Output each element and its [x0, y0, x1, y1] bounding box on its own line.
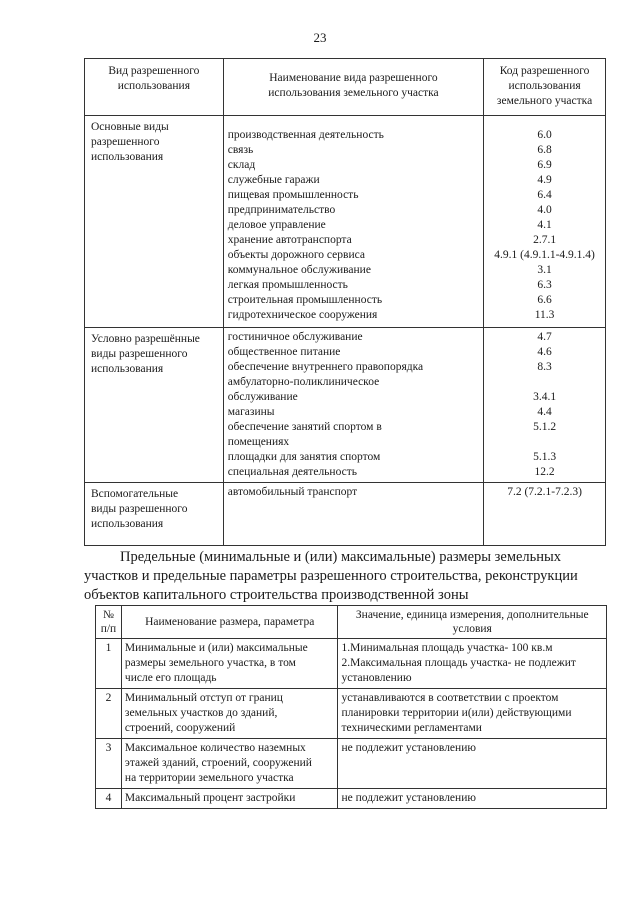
table-header-row — [96, 606, 607, 639]
header-value: Значение, единица измерения, дополнительные условия — [338, 606, 607, 639]
use-names-auxiliary: автомобильный транспорт — [223, 483, 483, 546]
use-type-conditional: Условно разрешённые виды разрешенного использования — [85, 328, 224, 483]
table-row — [96, 689, 607, 739]
use-codes-conditional: 4.7 4.6 8.3 3.4.1 4.4 5.1.2 5.1.3 12.2 — [484, 328, 606, 483]
table-header-row — [85, 59, 606, 116]
use-type-auxiliary: Вспомогательные виды разрешенного использования — [85, 483, 224, 546]
table-row — [96, 639, 607, 689]
table-row — [85, 116, 606, 328]
header-use-type: Вид разрешенного использования — [85, 59, 224, 116]
use-names-basic: производственная деятельность связь склад служебные гаражи пищевая промышленность предпринимательство деловое управление хранение автотранспорта объекты дорожного сервиса коммунальное обслуживание легкая промышленность строительная промышленность гидротехническое сооружения — [223, 116, 483, 328]
row-number: 4 — [96, 789, 122, 809]
param-cell: Минимальный отступ от границ земельных участков до зданий, строений, сооружений — [121, 689, 338, 739]
table-row — [96, 789, 607, 809]
header-param: Наименование размера, параметра — [121, 606, 338, 639]
header-use-name: Наименование вида разрешенного использования земельного участка — [223, 59, 483, 116]
heading-line: участков и предельные параметры разрешенного строительства, реконструкции — [84, 568, 578, 584]
value-cell: устанавливаются в соответствии с проектом планировки территории и(или) действующими техническими регламентами — [338, 689, 607, 739]
value-cell: 1.Минимальная площадь участка- 100 кв.м 2.Максимальная площадь участка- не подлежит установлению — [338, 639, 607, 689]
use-names-conditional: гостиничное обслуживание общественное питание обеспечение внутреннего правопорядка амбулаторно-поликлиническое обслуживание магазины обеспечение занятий спортом в помещениях площадки для занятия спортом специальная деятельность — [223, 328, 483, 483]
table-row — [85, 483, 606, 546]
use-codes-basic: 6.0 6.8 6.9 4.9 6.4 4.0 4.1 2.7.1 4.9.1 (4.9.1.1-4.9.1.4) 3.1 6.3 6.6 11.3 — [484, 116, 606, 328]
use-type-basic: Основные виды разрешенного использования — [85, 116, 224, 328]
header-use-code: Код разрешенного использования земельного участка — [484, 59, 606, 116]
use-codes-auxiliary: 7.2 (7.2.1-7.2.3) — [484, 483, 606, 546]
row-number: 1 — [96, 639, 122, 689]
parameters-table — [95, 605, 607, 809]
value-cell: не подлежит установлению — [338, 789, 607, 809]
section-heading — [84, 548, 608, 605]
param-cell: Минимальные и (или) максимальные размеры земельного участка, в том числе его площадь — [121, 639, 338, 689]
value-cell: не подлежит установлению — [338, 739, 607, 789]
param-cell: Максимальный процент застройки — [121, 789, 338, 809]
row-number: 2 — [96, 689, 122, 739]
page-number: 23 — [313, 30, 327, 45]
table-row — [96, 739, 607, 789]
permitted-use-table — [84, 58, 606, 546]
heading-line: Предельные (минимальные и (или) максимальные) размеры земельных — [120, 549, 562, 565]
param-cell: Максимальное количество наземных этажей зданий, строений, сооружений на территории земельного участка — [121, 739, 338, 789]
header-num: № п/п — [96, 606, 122, 639]
heading-line: объектов капитального строительства производственной зоны — [84, 587, 469, 603]
row-number: 3 — [96, 739, 122, 789]
table-row — [85, 328, 606, 483]
